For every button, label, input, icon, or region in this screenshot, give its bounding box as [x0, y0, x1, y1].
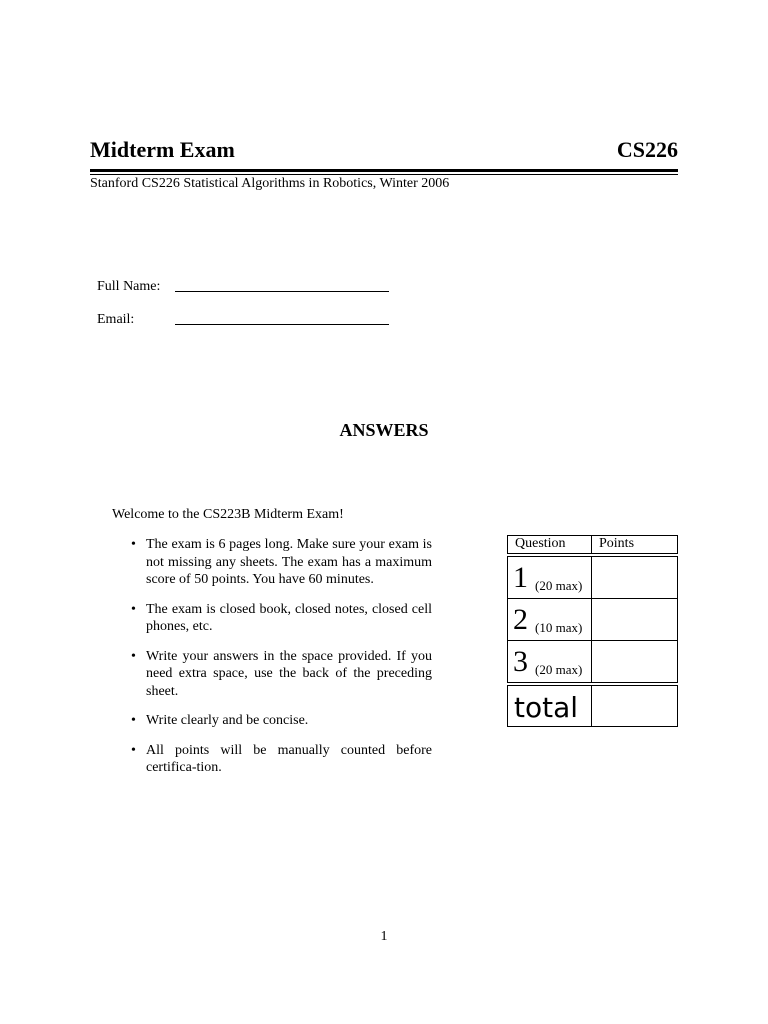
list-item — [128, 712, 432, 730]
instruction-text: The exam is 6 pages long. Make sure your exam is not missing any sheets. The exam has a maximum score of 50 points. You have 60 minutes. — [146, 537, 432, 587]
bullet-icon: • — [131, 713, 136, 728]
course-subtitle: Stanford CS226 Statistical Algorithms in Robotics, Winter 2006 — [90, 176, 450, 191]
bullet-icon: • — [131, 601, 136, 617]
table-row — [507, 641, 678, 683]
full-name-field[interactable] — [175, 291, 389, 292]
column-divider — [591, 536, 592, 553]
header-rule-thick — [90, 169, 678, 172]
column-divider — [591, 599, 592, 640]
score-table-header — [507, 535, 678, 554]
question-number: 2 — [513, 603, 528, 636]
question-column-header: Question — [515, 536, 566, 551]
course-code: CS226 — [616, 137, 678, 162]
list-item — [128, 742, 432, 777]
instruction-text: Write clearly and be concise. — [146, 713, 309, 728]
column-divider — [591, 641, 592, 682]
list-item — [128, 601, 432, 636]
bullet-icon: • — [131, 648, 136, 664]
list-item — [128, 536, 432, 589]
welcome-text: Welcome to the CS223B Midterm Exam! — [112, 507, 344, 522]
points-column-header: Points — [599, 536, 635, 551]
question-max: (20 max) — [535, 662, 583, 677]
table-row — [507, 556, 678, 599]
total-label: total — [514, 691, 579, 724]
question-max: (20 max) — [535, 578, 583, 593]
exam-title: Midterm Exam — [90, 137, 235, 162]
instruction-text: All points will be manually counted before certifica-tion. — [146, 742, 432, 775]
email-label: Email: — [97, 312, 135, 327]
total-row — [507, 685, 678, 727]
instructions-list — [128, 536, 432, 789]
question-number: 1 — [513, 561, 528, 594]
page-number: 1 — [380, 929, 388, 944]
bullet-icon: • — [131, 537, 136, 552]
instruction-text: Write your answers in the space provided. If you need extra space, use the back of the preceding sheet. — [146, 648, 432, 699]
header-rule-thin — [90, 174, 678, 175]
question-max: (10 max) — [535, 620, 583, 635]
bullet-icon: • — [131, 742, 136, 758]
list-item — [128, 648, 432, 701]
email-field[interactable] — [175, 324, 389, 325]
table-row — [507, 599, 678, 641]
column-divider — [591, 557, 592, 598]
instruction-text: The exam is closed book, closed notes, closed cell phones, etc. — [146, 601, 432, 634]
question-number: 3 — [513, 645, 528, 678]
column-divider — [591, 686, 592, 726]
score-table — [507, 535, 678, 727]
answers-heading: ANSWERS — [339, 420, 429, 440]
full-name-label: Full Name: — [97, 279, 161, 294]
